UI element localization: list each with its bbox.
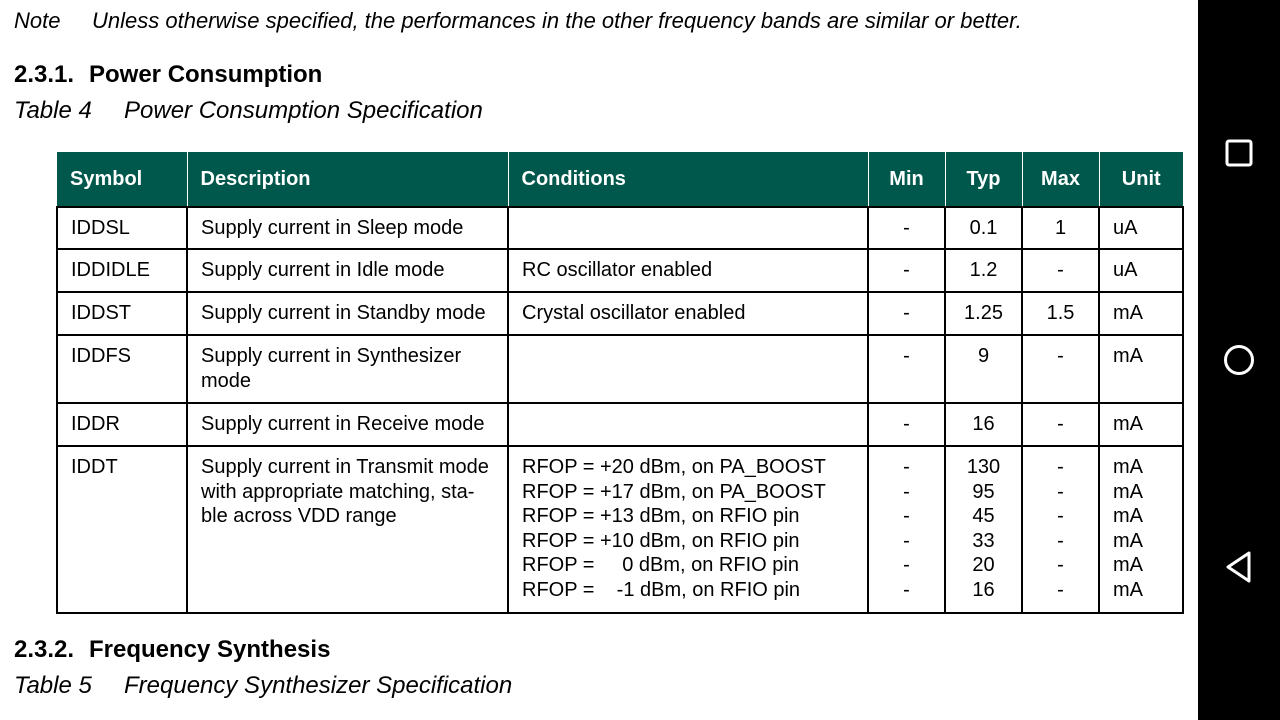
typ-line: 1.2 — [969, 259, 998, 281]
min-line: - — [903, 529, 910, 552]
description-line: Supply current in Transmit mode — [201, 456, 489, 478]
cell-min — [868, 403, 945, 446]
min-line: - — [903, 302, 910, 324]
note-text: Unless otherwise specified, the performances in the other frequency bands are similar or better. — [92, 8, 1022, 33]
table-row — [57, 249, 1183, 292]
cell-conditions — [508, 207, 868, 249]
cell-unit — [1099, 403, 1183, 446]
home-circle-icon — [1222, 343, 1256, 377]
conditions-line: RFOP = -1 dBm, on RFIO pin — [522, 578, 801, 601]
cell-symbol: IDDST — [57, 292, 187, 335]
min-line: - — [903, 578, 910, 601]
max-line: - — [1057, 505, 1064, 527]
typ-line: 95 — [972, 480, 995, 503]
cell-typ — [945, 207, 1022, 249]
table-row — [57, 403, 1183, 446]
note-paragraph — [14, 8, 1022, 34]
table-caption-power-consumption — [14, 97, 483, 125]
unit-line: mA — [1113, 413, 1143, 435]
typ-line: 20 — [972, 554, 995, 576]
typ-line: 9 — [977, 345, 990, 367]
cell-min — [868, 207, 945, 249]
cell-min — [868, 292, 945, 335]
android-navigation-bar — [1198, 0, 1280, 720]
header-typ: Typ — [945, 152, 1022, 207]
unit-line: mA — [1113, 480, 1143, 503]
cell-description — [187, 446, 508, 613]
cell-max — [1022, 335, 1099, 403]
table-number: Table 5 — [14, 672, 92, 699]
conditions-line: RFOP = +13 dBm, on RFIO pin — [522, 505, 800, 527]
table-header-row — [57, 152, 1183, 207]
unit-line: uA — [1113, 217, 1138, 239]
max-line: - — [1057, 413, 1064, 435]
description-line: ble across VDD range — [201, 505, 397, 527]
back-button[interactable] — [1198, 537, 1280, 597]
min-line: - — [903, 217, 910, 239]
max-line: - — [1057, 345, 1064, 367]
cell-typ — [945, 249, 1022, 292]
min-line: - — [903, 345, 910, 367]
max-line: - — [1057, 554, 1064, 576]
cell-max — [1022, 403, 1099, 446]
note-label: Note — [14, 8, 61, 33]
recents-button[interactable] — [1198, 123, 1280, 183]
description-line: Supply current in Sleep mode — [201, 217, 464, 239]
typ-line: 1.25 — [964, 302, 1003, 324]
cell-symbol: IDDT — [57, 446, 187, 613]
section-title: Frequency Synthesis — [89, 636, 331, 663]
description-line: Supply current in Idle mode — [201, 259, 445, 281]
unit-line: mA — [1113, 456, 1143, 478]
unit-line: uA — [1113, 259, 1138, 281]
description-line: Supply current in Synthesizer — [201, 345, 462, 367]
typ-line: 0.1 — [969, 217, 998, 239]
cell-description — [187, 292, 508, 335]
max-line: - — [1057, 529, 1064, 552]
max-line: - — [1057, 578, 1064, 601]
cell-symbol: IDDSL — [57, 207, 187, 249]
cell-typ — [945, 292, 1022, 335]
cell-conditions — [508, 249, 868, 292]
section-heading-power-consumption — [14, 61, 322, 89]
cell-conditions — [508, 292, 868, 335]
cell-conditions — [508, 403, 868, 446]
cell-description — [187, 403, 508, 446]
table-row — [57, 207, 1183, 249]
header-unit: Unit — [1099, 152, 1183, 207]
header-conditions: Conditions — [508, 152, 868, 207]
section-number: 2.3.2. — [14, 636, 75, 663]
cell-unit — [1099, 446, 1183, 613]
description-line: Supply current in Standby mode — [201, 302, 486, 324]
min-line: - — [903, 505, 910, 527]
section-number: 2.3.1. — [14, 61, 75, 88]
table-row — [57, 292, 1183, 335]
power-consumption-table — [56, 152, 1184, 614]
unit-line: mA — [1113, 554, 1143, 576]
cell-max — [1022, 446, 1099, 613]
header-min: Min — [868, 152, 945, 207]
unit-line: mA — [1113, 505, 1143, 527]
cell-min — [868, 335, 945, 403]
max-line: 1.5 — [1046, 302, 1075, 324]
cell-unit — [1099, 335, 1183, 403]
conditions-line: RC oscillator enabled — [522, 259, 713, 281]
cell-max — [1022, 207, 1099, 249]
typ-line: 33 — [972, 529, 995, 552]
min-line: - — [903, 413, 910, 435]
min-line: - — [903, 480, 910, 503]
header-max: Max — [1022, 152, 1099, 207]
home-button[interactable] — [1198, 330, 1280, 390]
typ-line: 16 — [972, 413, 995, 435]
table-caption-text: Power Consumption Specification — [124, 97, 483, 124]
table-body — [57, 207, 1183, 613]
unit-line: mA — [1113, 529, 1143, 552]
cell-symbol: IDDR — [57, 403, 187, 446]
cell-max — [1022, 249, 1099, 292]
table-caption-frequency-synthesizer — [14, 672, 512, 700]
table-row — [57, 335, 1183, 403]
conditions-line: RFOP = +17 dBm, on PA_BOOST — [522, 480, 826, 503]
section-heading-frequency-synthesis — [14, 636, 330, 664]
cell-symbol: IDDIDLE — [57, 249, 187, 292]
unit-line: mA — [1113, 578, 1143, 601]
section-title: Power Consumption — [89, 61, 323, 88]
table-caption-text: Frequency Synthesizer Specification — [124, 672, 513, 699]
max-line: - — [1057, 259, 1064, 281]
description-line: with appropriate matching, sta- — [201, 480, 475, 503]
description-line: Supply current in Receive mode — [201, 413, 485, 435]
min-line: - — [903, 456, 910, 478]
cell-conditions — [508, 446, 868, 613]
cell-description — [187, 249, 508, 292]
typ-line: 45 — [972, 505, 995, 527]
max-line: - — [1057, 480, 1064, 503]
header-description: Description — [187, 152, 508, 207]
table-number: Table 4 — [14, 97, 92, 124]
unit-line: mA — [1113, 345, 1143, 367]
cell-typ — [945, 335, 1022, 403]
conditions-line: RFOP = 0 dBm, on RFIO pin — [522, 554, 799, 576]
cell-description — [187, 335, 508, 403]
conditions-line: RFOP = +10 dBm, on RFIO pin — [522, 529, 800, 552]
cell-symbol: IDDFS — [57, 335, 187, 403]
header-symbol: Symbol — [57, 152, 187, 207]
cell-unit — [1099, 207, 1183, 249]
max-line: - — [1057, 456, 1064, 478]
cell-description — [187, 207, 508, 249]
conditions-line: Crystal oscillator enabled — [522, 302, 746, 324]
unit-line: mA — [1113, 302, 1143, 324]
table-row — [57, 446, 1183, 613]
cell-min — [868, 249, 945, 292]
typ-line: 130 — [966, 456, 1001, 478]
cell-unit — [1099, 292, 1183, 335]
recents-square-icon — [1224, 138, 1254, 168]
back-triangle-icon — [1223, 550, 1255, 584]
cell-conditions — [508, 335, 868, 403]
min-line: - — [903, 554, 910, 576]
cell-max — [1022, 292, 1099, 335]
typ-line: 16 — [972, 578, 995, 601]
conditions-line: RFOP = +20 dBm, on PA_BOOST — [522, 456, 826, 478]
max-line: 1 — [1054, 217, 1067, 239]
cell-typ — [945, 446, 1022, 613]
description-line: mode — [201, 369, 252, 392]
cell-unit — [1099, 249, 1183, 292]
min-line: - — [903, 259, 910, 281]
cell-min — [868, 446, 945, 613]
cell-typ — [945, 403, 1022, 446]
